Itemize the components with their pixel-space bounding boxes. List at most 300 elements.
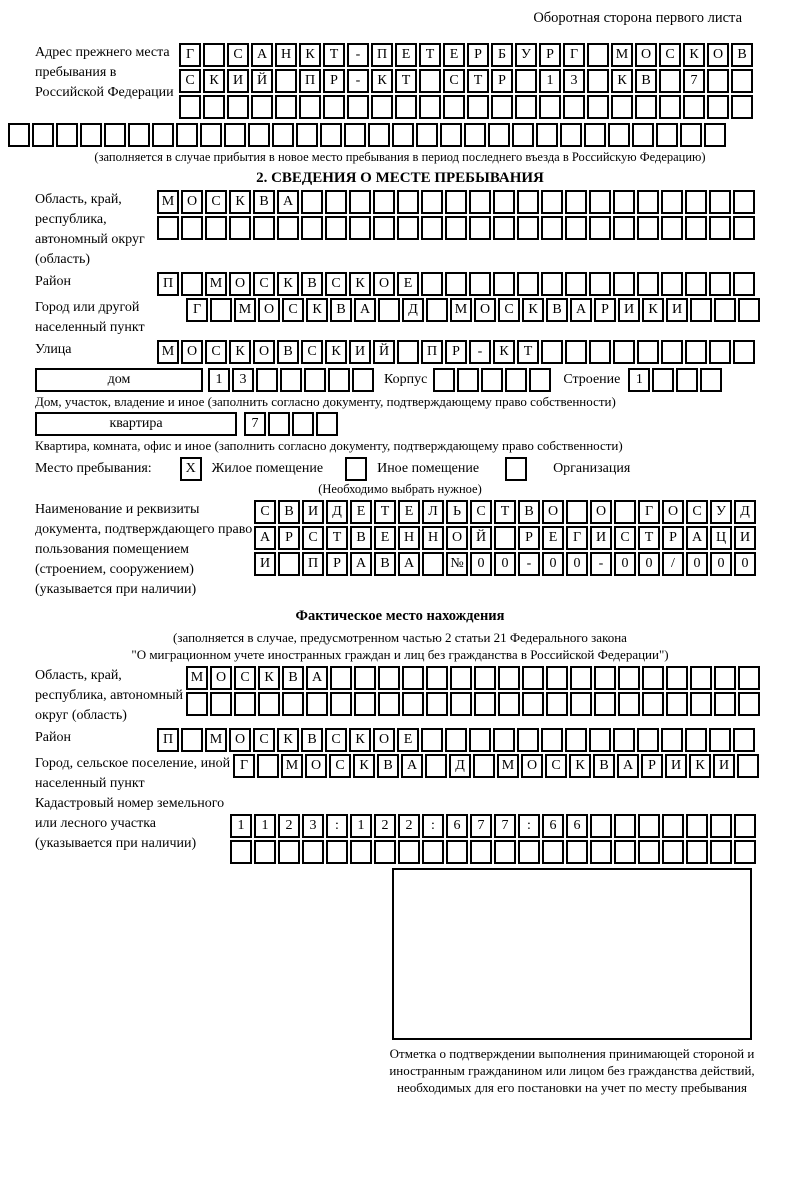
form-cell[interactable]: С [325, 272, 347, 296]
form-cell[interactable]: О [474, 298, 496, 322]
checkbox-other-premises[interactable] [345, 457, 367, 481]
form-cell[interactable]: С [443, 69, 465, 93]
form-cell[interactable] [656, 123, 678, 147]
form-cell[interactable] [445, 728, 467, 752]
form-cell[interactable] [426, 692, 448, 716]
form-cell[interactable]: 0 [638, 552, 660, 576]
form-cell[interactable] [421, 728, 443, 752]
form-cell[interactable]: О [373, 728, 395, 752]
form-cell[interactable]: 0 [614, 552, 636, 576]
form-cell[interactable] [227, 95, 249, 119]
form-cell[interactable] [680, 123, 702, 147]
form-cell[interactable]: П [157, 272, 179, 296]
form-cell[interactable]: К [203, 69, 225, 93]
form-cell[interactable]: К [569, 754, 591, 778]
form-cell[interactable] [392, 123, 414, 147]
form-cell[interactable] [587, 69, 609, 93]
form-cell[interactable] [618, 666, 640, 690]
form-cell[interactable]: О [590, 500, 612, 524]
form-cell[interactable] [737, 754, 759, 778]
form-cell[interactable]: К [611, 69, 633, 93]
form-cell[interactable] [349, 216, 371, 240]
form-cell[interactable] [652, 368, 674, 392]
form-cell[interactable] [661, 216, 683, 240]
form-cell[interactable]: Р [641, 754, 663, 778]
form-cell[interactable]: О [542, 500, 564, 524]
form-cell[interactable] [395, 95, 417, 119]
form-cell[interactable]: Е [542, 526, 564, 550]
form-cell[interactable]: 2 [398, 814, 420, 838]
form-cell[interactable]: П [302, 552, 324, 576]
form-cell[interactable]: П [371, 43, 393, 67]
form-cell[interactable]: 1 [230, 814, 252, 838]
form-cell[interactable]: И [227, 69, 249, 93]
form-cell[interactable] [613, 340, 635, 364]
form-cell[interactable]: С [205, 190, 227, 214]
form-cell[interactable] [257, 754, 279, 778]
form-cell[interactable] [422, 552, 444, 576]
form-cell[interactable] [469, 728, 491, 752]
form-cell[interactable]: О [229, 272, 251, 296]
form-cell[interactable] [563, 95, 585, 119]
form-cell[interactable] [402, 692, 424, 716]
form-cell[interactable] [325, 216, 347, 240]
form-cell[interactable]: Р [445, 340, 467, 364]
form-cell[interactable]: 7 [470, 814, 492, 838]
form-cell[interactable]: У [710, 500, 732, 524]
form-cell[interactable] [282, 692, 304, 716]
form-cell[interactable]: О [258, 298, 280, 322]
form-cell[interactable]: Р [491, 69, 513, 93]
form-cell[interactable] [565, 216, 587, 240]
form-cell[interactable] [253, 216, 275, 240]
form-cell[interactable]: Т [326, 526, 348, 550]
form-cell[interactable] [587, 43, 609, 67]
form-cell[interactable] [731, 95, 753, 119]
form-cell[interactable] [446, 840, 468, 864]
form-cell[interactable] [210, 298, 232, 322]
form-cell[interactable]: Д [734, 500, 756, 524]
form-cell[interactable] [710, 814, 732, 838]
form-cell[interactable] [733, 272, 755, 296]
form-cell[interactable]: 0 [566, 552, 588, 576]
form-cell[interactable] [493, 272, 515, 296]
form-cell[interactable] [637, 728, 659, 752]
form-cell[interactable]: К [306, 298, 328, 322]
form-cell[interactable]: - [518, 552, 540, 576]
form-cell[interactable]: 0 [494, 552, 516, 576]
form-cell[interactable]: Р [326, 552, 348, 576]
form-cell[interactable] [707, 95, 729, 119]
form-cell[interactable] [676, 368, 698, 392]
form-cell[interactable] [614, 840, 636, 864]
form-cell[interactable] [186, 692, 208, 716]
form-cell[interactable]: В [350, 526, 372, 550]
form-cell[interactable] [426, 298, 448, 322]
form-cell[interactable]: Л [422, 500, 444, 524]
form-cell[interactable] [320, 123, 342, 147]
form-cell[interactable]: А [251, 43, 273, 67]
form-cell[interactable] [450, 692, 472, 716]
form-cell[interactable] [541, 190, 563, 214]
form-cell[interactable] [666, 666, 688, 690]
form-cell[interactable] [32, 123, 54, 147]
form-cell[interactable]: Р [539, 43, 561, 67]
form-cell[interactable] [589, 216, 611, 240]
form-cell[interactable]: А [686, 526, 708, 550]
form-cell[interactable]: 7 [494, 814, 516, 838]
form-cell[interactable] [354, 666, 376, 690]
form-cell[interactable]: Т [374, 500, 396, 524]
form-cell[interactable] [637, 190, 659, 214]
form-cell[interactable]: № [446, 552, 468, 576]
form-cell[interactable] [256, 368, 278, 392]
form-cell[interactable]: С [659, 43, 681, 67]
form-cell[interactable] [515, 95, 537, 119]
form-cell[interactable]: К [299, 43, 321, 67]
form-cell[interactable] [268, 412, 290, 436]
form-cell[interactable]: К [642, 298, 664, 322]
form-cell[interactable] [618, 692, 640, 716]
form-cell[interactable] [659, 69, 681, 93]
form-cell[interactable] [714, 692, 736, 716]
checkbox-residential[interactable] [180, 457, 202, 481]
form-cell[interactable] [425, 754, 447, 778]
form-cell[interactable] [541, 728, 563, 752]
form-cell[interactable] [157, 216, 179, 240]
form-cell[interactable]: К [325, 340, 347, 364]
form-cell[interactable] [275, 95, 297, 119]
form-cell[interactable] [611, 95, 633, 119]
form-cell[interactable]: / [662, 552, 684, 576]
form-cell[interactable] [541, 216, 563, 240]
form-cell[interactable]: К [353, 754, 375, 778]
form-cell[interactable] [517, 272, 539, 296]
form-cell[interactable] [565, 272, 587, 296]
form-cell[interactable] [473, 754, 495, 778]
form-cell[interactable] [445, 216, 467, 240]
form-cell[interactable]: Т [517, 340, 539, 364]
form-cell[interactable] [690, 692, 712, 716]
form-cell[interactable] [426, 666, 448, 690]
form-cell[interactable] [354, 692, 376, 716]
form-cell[interactable]: Н [275, 43, 297, 67]
form-cell[interactable] [517, 216, 539, 240]
form-cell[interactable] [254, 840, 276, 864]
form-cell[interactable]: 7 [683, 69, 705, 93]
form-cell[interactable]: В [301, 272, 323, 296]
form-cell[interactable]: К [349, 272, 371, 296]
form-cell[interactable]: С [301, 340, 323, 364]
form-cell[interactable] [350, 840, 372, 864]
form-cell[interactable] [374, 840, 396, 864]
form-cell[interactable]: 1 [350, 814, 372, 838]
form-cell[interactable] [330, 666, 352, 690]
form-cell[interactable] [469, 272, 491, 296]
form-cell[interactable] [709, 340, 731, 364]
form-cell[interactable]: В [377, 754, 399, 778]
form-cell[interactable]: Т [638, 526, 660, 550]
form-cell[interactable]: С [302, 526, 324, 550]
form-cell[interactable]: : [326, 814, 348, 838]
form-cell[interactable]: Т [494, 500, 516, 524]
form-cell[interactable]: 2 [374, 814, 396, 838]
form-cell[interactable]: 0 [734, 552, 756, 576]
form-cell[interactable] [590, 840, 612, 864]
form-cell[interactable]: О [229, 728, 251, 752]
form-cell[interactable]: Г [233, 754, 255, 778]
form-cell[interactable] [685, 340, 707, 364]
form-cell[interactable] [522, 692, 544, 716]
form-cell[interactable]: 0 [686, 552, 708, 576]
form-cell[interactable] [421, 216, 443, 240]
form-cell[interactable]: В [301, 728, 323, 752]
form-cell[interactable] [469, 216, 491, 240]
form-cell[interactable] [210, 692, 232, 716]
form-cell[interactable]: О [662, 500, 684, 524]
form-cell[interactable]: - [469, 340, 491, 364]
form-cell[interactable] [738, 298, 760, 322]
form-cell[interactable] [200, 123, 222, 147]
form-cell[interactable]: К [277, 272, 299, 296]
form-cell[interactable]: И [254, 552, 276, 576]
form-cell[interactable]: Р [278, 526, 300, 550]
form-cell[interactable]: М [450, 298, 472, 322]
form-cell[interactable]: Е [395, 43, 417, 67]
form-cell[interactable] [738, 692, 760, 716]
form-cell[interactable] [181, 272, 203, 296]
form-cell[interactable] [632, 123, 654, 147]
form-cell[interactable]: 7 [244, 412, 266, 436]
form-cell[interactable] [733, 728, 755, 752]
form-cell[interactable]: О [181, 340, 203, 364]
form-cell[interactable]: А [398, 552, 420, 576]
form-cell[interactable] [491, 95, 513, 119]
form-cell[interactable]: М [611, 43, 633, 67]
form-cell[interactable]: Г [566, 526, 588, 550]
form-cell[interactable] [229, 216, 251, 240]
form-cell[interactable] [323, 95, 345, 119]
form-cell[interactable]: И [618, 298, 640, 322]
form-cell[interactable] [505, 368, 527, 392]
form-cell[interactable]: Г [179, 43, 201, 67]
form-cell[interactable]: И [349, 340, 371, 364]
form-cell[interactable]: 1 [539, 69, 561, 93]
form-cell[interactable]: Р [662, 526, 684, 550]
form-cell[interactable]: 1 [254, 814, 276, 838]
form-cell[interactable]: Б [491, 43, 513, 67]
form-cell[interactable] [690, 666, 712, 690]
form-cell[interactable] [316, 412, 338, 436]
form-cell[interactable] [419, 95, 441, 119]
form-cell[interactable]: В [518, 500, 540, 524]
form-cell[interactable] [686, 840, 708, 864]
form-cell[interactable] [296, 123, 318, 147]
form-cell[interactable] [278, 552, 300, 576]
form-cell[interactable]: Т [419, 43, 441, 67]
form-cell[interactable]: С [253, 272, 275, 296]
form-cell[interactable]: : [518, 814, 540, 838]
form-cell[interactable]: М [157, 190, 179, 214]
form-cell[interactable] [416, 123, 438, 147]
form-cell[interactable]: К [522, 298, 544, 322]
form-cell[interactable]: А [354, 298, 376, 322]
form-cell[interactable] [637, 272, 659, 296]
form-cell[interactable] [488, 123, 510, 147]
form-cell[interactable] [714, 298, 736, 322]
form-cell[interactable] [299, 95, 321, 119]
form-cell[interactable] [613, 272, 635, 296]
form-cell[interactable]: Й [251, 69, 273, 93]
form-cell[interactable] [707, 69, 729, 93]
form-cell[interactable] [494, 526, 516, 550]
form-cell[interactable] [152, 123, 174, 147]
form-cell[interactable] [638, 840, 660, 864]
form-cell[interactable] [517, 728, 539, 752]
form-cell[interactable] [690, 298, 712, 322]
form-cell[interactable] [529, 368, 551, 392]
form-cell[interactable] [570, 666, 592, 690]
form-cell[interactable] [371, 95, 393, 119]
form-cell[interactable]: М [234, 298, 256, 322]
form-cell[interactable] [275, 69, 297, 93]
form-cell[interactable]: 0 [542, 552, 564, 576]
form-cell[interactable] [469, 190, 491, 214]
form-cell[interactable]: В [374, 552, 396, 576]
form-cell[interactable] [546, 692, 568, 716]
form-cell[interactable] [515, 69, 537, 93]
form-cell[interactable] [493, 216, 515, 240]
form-cell[interactable]: С [498, 298, 520, 322]
form-cell[interactable]: Е [398, 500, 420, 524]
form-cell[interactable]: А [350, 552, 372, 576]
form-cell[interactable]: 6 [542, 814, 564, 838]
form-cell[interactable]: М [281, 754, 303, 778]
form-cell[interactable] [666, 692, 688, 716]
form-cell[interactable] [421, 190, 443, 214]
form-cell[interactable]: О [635, 43, 657, 67]
form-cell[interactable] [685, 272, 707, 296]
form-cell[interactable] [542, 840, 564, 864]
form-cell[interactable] [398, 840, 420, 864]
form-cell[interactable]: В [253, 190, 275, 214]
form-cell[interactable] [590, 814, 612, 838]
form-cell[interactable]: Й [470, 526, 492, 550]
form-cell[interactable] [594, 692, 616, 716]
form-cell[interactable]: В [593, 754, 615, 778]
form-cell[interactable]: Е [397, 272, 419, 296]
form-cell[interactable] [659, 95, 681, 119]
form-cell[interactable] [56, 123, 78, 147]
form-cell[interactable] [302, 840, 324, 864]
form-cell[interactable] [539, 95, 561, 119]
form-cell[interactable] [278, 840, 300, 864]
form-cell[interactable] [326, 840, 348, 864]
form-cell[interactable]: В [546, 298, 568, 322]
form-cell[interactable]: К [229, 340, 251, 364]
form-cell[interactable]: М [205, 728, 227, 752]
form-cell[interactable] [494, 840, 516, 864]
form-cell[interactable] [474, 666, 496, 690]
form-cell[interactable]: 6 [566, 814, 588, 838]
form-cell[interactable]: И [665, 754, 687, 778]
form-cell[interactable] [251, 95, 273, 119]
form-cell[interactable]: Ц [710, 526, 732, 550]
form-cell[interactable] [181, 216, 203, 240]
form-cell[interactable] [709, 216, 731, 240]
form-cell[interactable]: 3 [302, 814, 324, 838]
form-cell[interactable] [301, 216, 323, 240]
form-cell[interactable] [301, 190, 323, 214]
form-cell[interactable]: 1 [628, 368, 650, 392]
form-cell[interactable]: Е [374, 526, 396, 550]
form-cell[interactable]: П [157, 728, 179, 752]
form-cell[interactable]: 0 [470, 552, 492, 576]
form-cell[interactable] [347, 95, 369, 119]
form-cell[interactable] [493, 728, 515, 752]
form-cell[interactable] [464, 123, 486, 147]
form-cell[interactable]: - [347, 69, 369, 93]
form-cell[interactable] [445, 272, 467, 296]
form-cell[interactable] [224, 123, 246, 147]
form-cell[interactable]: О [305, 754, 327, 778]
form-cell[interactable] [397, 190, 419, 214]
form-cell[interactable]: С [329, 754, 351, 778]
form-cell[interactable] [589, 728, 611, 752]
form-cell[interactable] [733, 190, 755, 214]
form-cell[interactable] [566, 500, 588, 524]
form-cell[interactable] [642, 692, 664, 716]
form-cell[interactable]: Е [350, 500, 372, 524]
form-cell[interactable]: С [179, 69, 201, 93]
form-cell[interactable]: 1 [208, 368, 230, 392]
form-cell[interactable]: Г [563, 43, 585, 67]
form-cell[interactable]: А [306, 666, 328, 690]
form-cell[interactable]: П [421, 340, 443, 364]
form-cell[interactable]: И [713, 754, 735, 778]
checkbox-organization[interactable] [505, 457, 527, 481]
form-cell[interactable]: О [210, 666, 232, 690]
form-cell[interactable] [714, 666, 736, 690]
form-cell[interactable]: С [686, 500, 708, 524]
form-cell[interactable]: К [683, 43, 705, 67]
form-cell[interactable] [565, 340, 587, 364]
form-cell[interactable] [517, 190, 539, 214]
form-cell[interactable]: К [258, 666, 280, 690]
form-cell[interactable]: С [227, 43, 249, 67]
form-cell[interactable] [328, 368, 350, 392]
form-cell[interactable]: А [617, 754, 639, 778]
form-cell[interactable]: К [689, 754, 711, 778]
form-cell[interactable]: А [570, 298, 592, 322]
form-cell[interactable]: Д [449, 754, 471, 778]
form-cell[interactable] [450, 666, 472, 690]
form-cell[interactable] [433, 368, 455, 392]
form-cell[interactable] [493, 190, 515, 214]
form-cell[interactable]: С [470, 500, 492, 524]
form-cell[interactable]: В [282, 666, 304, 690]
form-cell[interactable] [661, 340, 683, 364]
form-cell[interactable] [731, 69, 753, 93]
form-cell[interactable]: О [181, 190, 203, 214]
form-cell[interactable]: : [422, 814, 444, 838]
form-cell[interactable]: С [205, 340, 227, 364]
form-cell[interactable] [522, 666, 544, 690]
form-cell[interactable] [258, 692, 280, 716]
form-cell[interactable] [368, 123, 390, 147]
form-cell[interactable]: Т [467, 69, 489, 93]
form-cell[interactable] [280, 368, 302, 392]
